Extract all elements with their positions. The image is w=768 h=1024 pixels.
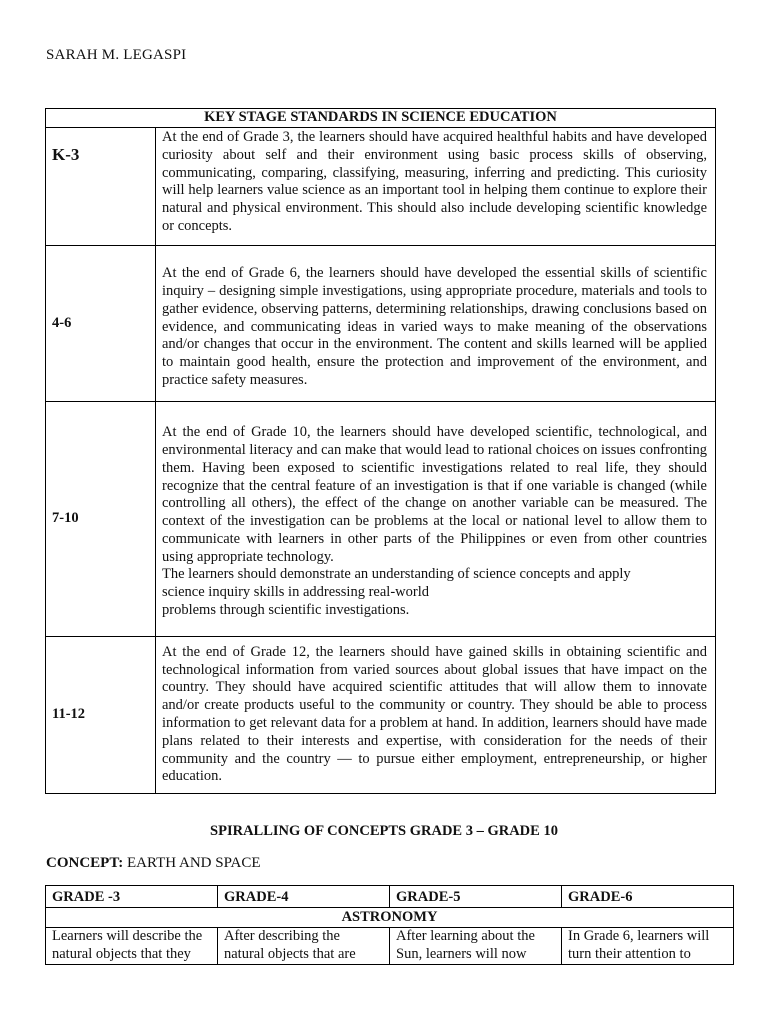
stage-label-k3: K-3 xyxy=(46,128,156,246)
grade-3-header: GRADE -3 xyxy=(46,886,218,908)
author-name: SARAH M. LEGASPI xyxy=(46,47,187,63)
stage-desc-7-10-line-3: problems through scientific investigations. xyxy=(162,602,410,619)
stage-desc-7-10-line-2: science inquiry skills in addressing real-world xyxy=(162,584,429,601)
stage-desc-11-12-text: At the end of Grade 12, the learners should have gained skills in obtaining scientific and technological information from varied sources about global issues that have impact on the country. They should have acquired scientific attitudes that will allow them to innovate and/or create products useful to the community or country. They should be able to process information to get relevant data for a problem at hand. In addition, learners should have made plans related to their interests and expertise, with consideration for the needs of their community and the country — to pursue either employment, entrepreneurship, or higher education. xyxy=(162,643,707,785)
stage-desc-7-10-text: At the end of Grade 10, the learners should have developed scientific, technological, and environmental literacy and can make that would lead to rational choices on issues confronting them. Having been exposed to scientific investigations related to real life, they should recognize that the central feature of an investigation is that if one variable is changed (while controlling all others), the effect of the change on another variable can be measured. The context of the investigation can be problems at the local or national level to allow them to communicate with learners in other parts of the Philippines or even from other countries using appropriate technology. xyxy=(162,424,707,565)
spiral-table xyxy=(45,885,734,965)
concept-value: EARTH AND SPACE xyxy=(123,855,261,871)
stage-label-11-12: 11-12 xyxy=(46,637,156,794)
stage-desc-k3-text: At the end of Grade 3, the learners should have acquired healthful habits and have developed curiosity about self and their environment using basic process skills of observing, communicating, comparing, classifying, measuring, inferring and predicting. This curiosity will help learners value science as an important tool in helping them continue to explore their natural and physical environment. This should also include developing scientific knowledge or concepts. xyxy=(162,129,707,234)
stage-label-4-6: 4-6 xyxy=(46,246,156,402)
stage-label-7-10: 7-10 xyxy=(46,402,156,637)
spiral-title: SPIRALLING OF CONCEPTS GRADE 3 – GRADE 10 xyxy=(210,823,558,839)
grade-5-cell: After learning about the Sun, learners will now xyxy=(390,928,562,965)
key-stage-standards-table xyxy=(45,108,716,794)
stage-desc-7-10-line-1: The learners should demonstrate an understanding of science concepts and apply xyxy=(162,566,631,583)
stage-desc-11-12 xyxy=(156,637,716,794)
grade-6-cell: In Grade 6, learners will turn their attention to xyxy=(562,928,734,965)
astronomy-section: ASTRONOMY xyxy=(46,908,734,928)
concept-line xyxy=(46,855,261,873)
key-stage-title-row xyxy=(46,109,716,128)
spiral-content-row xyxy=(46,928,734,965)
stage-row-11-12 xyxy=(46,637,716,794)
stage-row-4-6 xyxy=(46,246,716,402)
spiral-header-row xyxy=(46,886,734,908)
grade-4-cell: After describing the natural objects that are xyxy=(218,928,390,965)
stage-desc-4-6 xyxy=(156,246,716,402)
stage-row-k3 xyxy=(46,128,716,246)
concept-label: CONCEPT: xyxy=(46,855,124,871)
grade-4-header: GRADE-4 xyxy=(218,886,390,908)
grade-6-header: GRADE-6 xyxy=(562,886,734,908)
grade-5-header: GRADE-5 xyxy=(390,886,562,908)
spiral-section-row xyxy=(46,908,734,928)
stage-desc-7-10 xyxy=(156,402,716,637)
key-stage-title: KEY STAGE STANDARDS IN SCIENCE EDUCATION xyxy=(46,109,716,128)
stage-desc-4-6-text: At the end of Grade 6, the learners should have developed the essential skills of scientific inquiry – designing simple investigations, using appropriate procedure, materials and tools to gather evidence, observing patterns, determining relationships, drawing conclusions based on evidence, and communicating ideas in varied ways to make meaning of the observations and/or changes that occur in the environment. The content and skills learned will be applied to maintain good health, ensure the protection and improvement of the environment, and practice safety measures. xyxy=(162,265,707,388)
grade-3-cell: Learners will describe the natural objects that they xyxy=(46,928,218,965)
stage-row-7-10 xyxy=(46,402,716,637)
stage-desc-k3 xyxy=(156,128,716,246)
